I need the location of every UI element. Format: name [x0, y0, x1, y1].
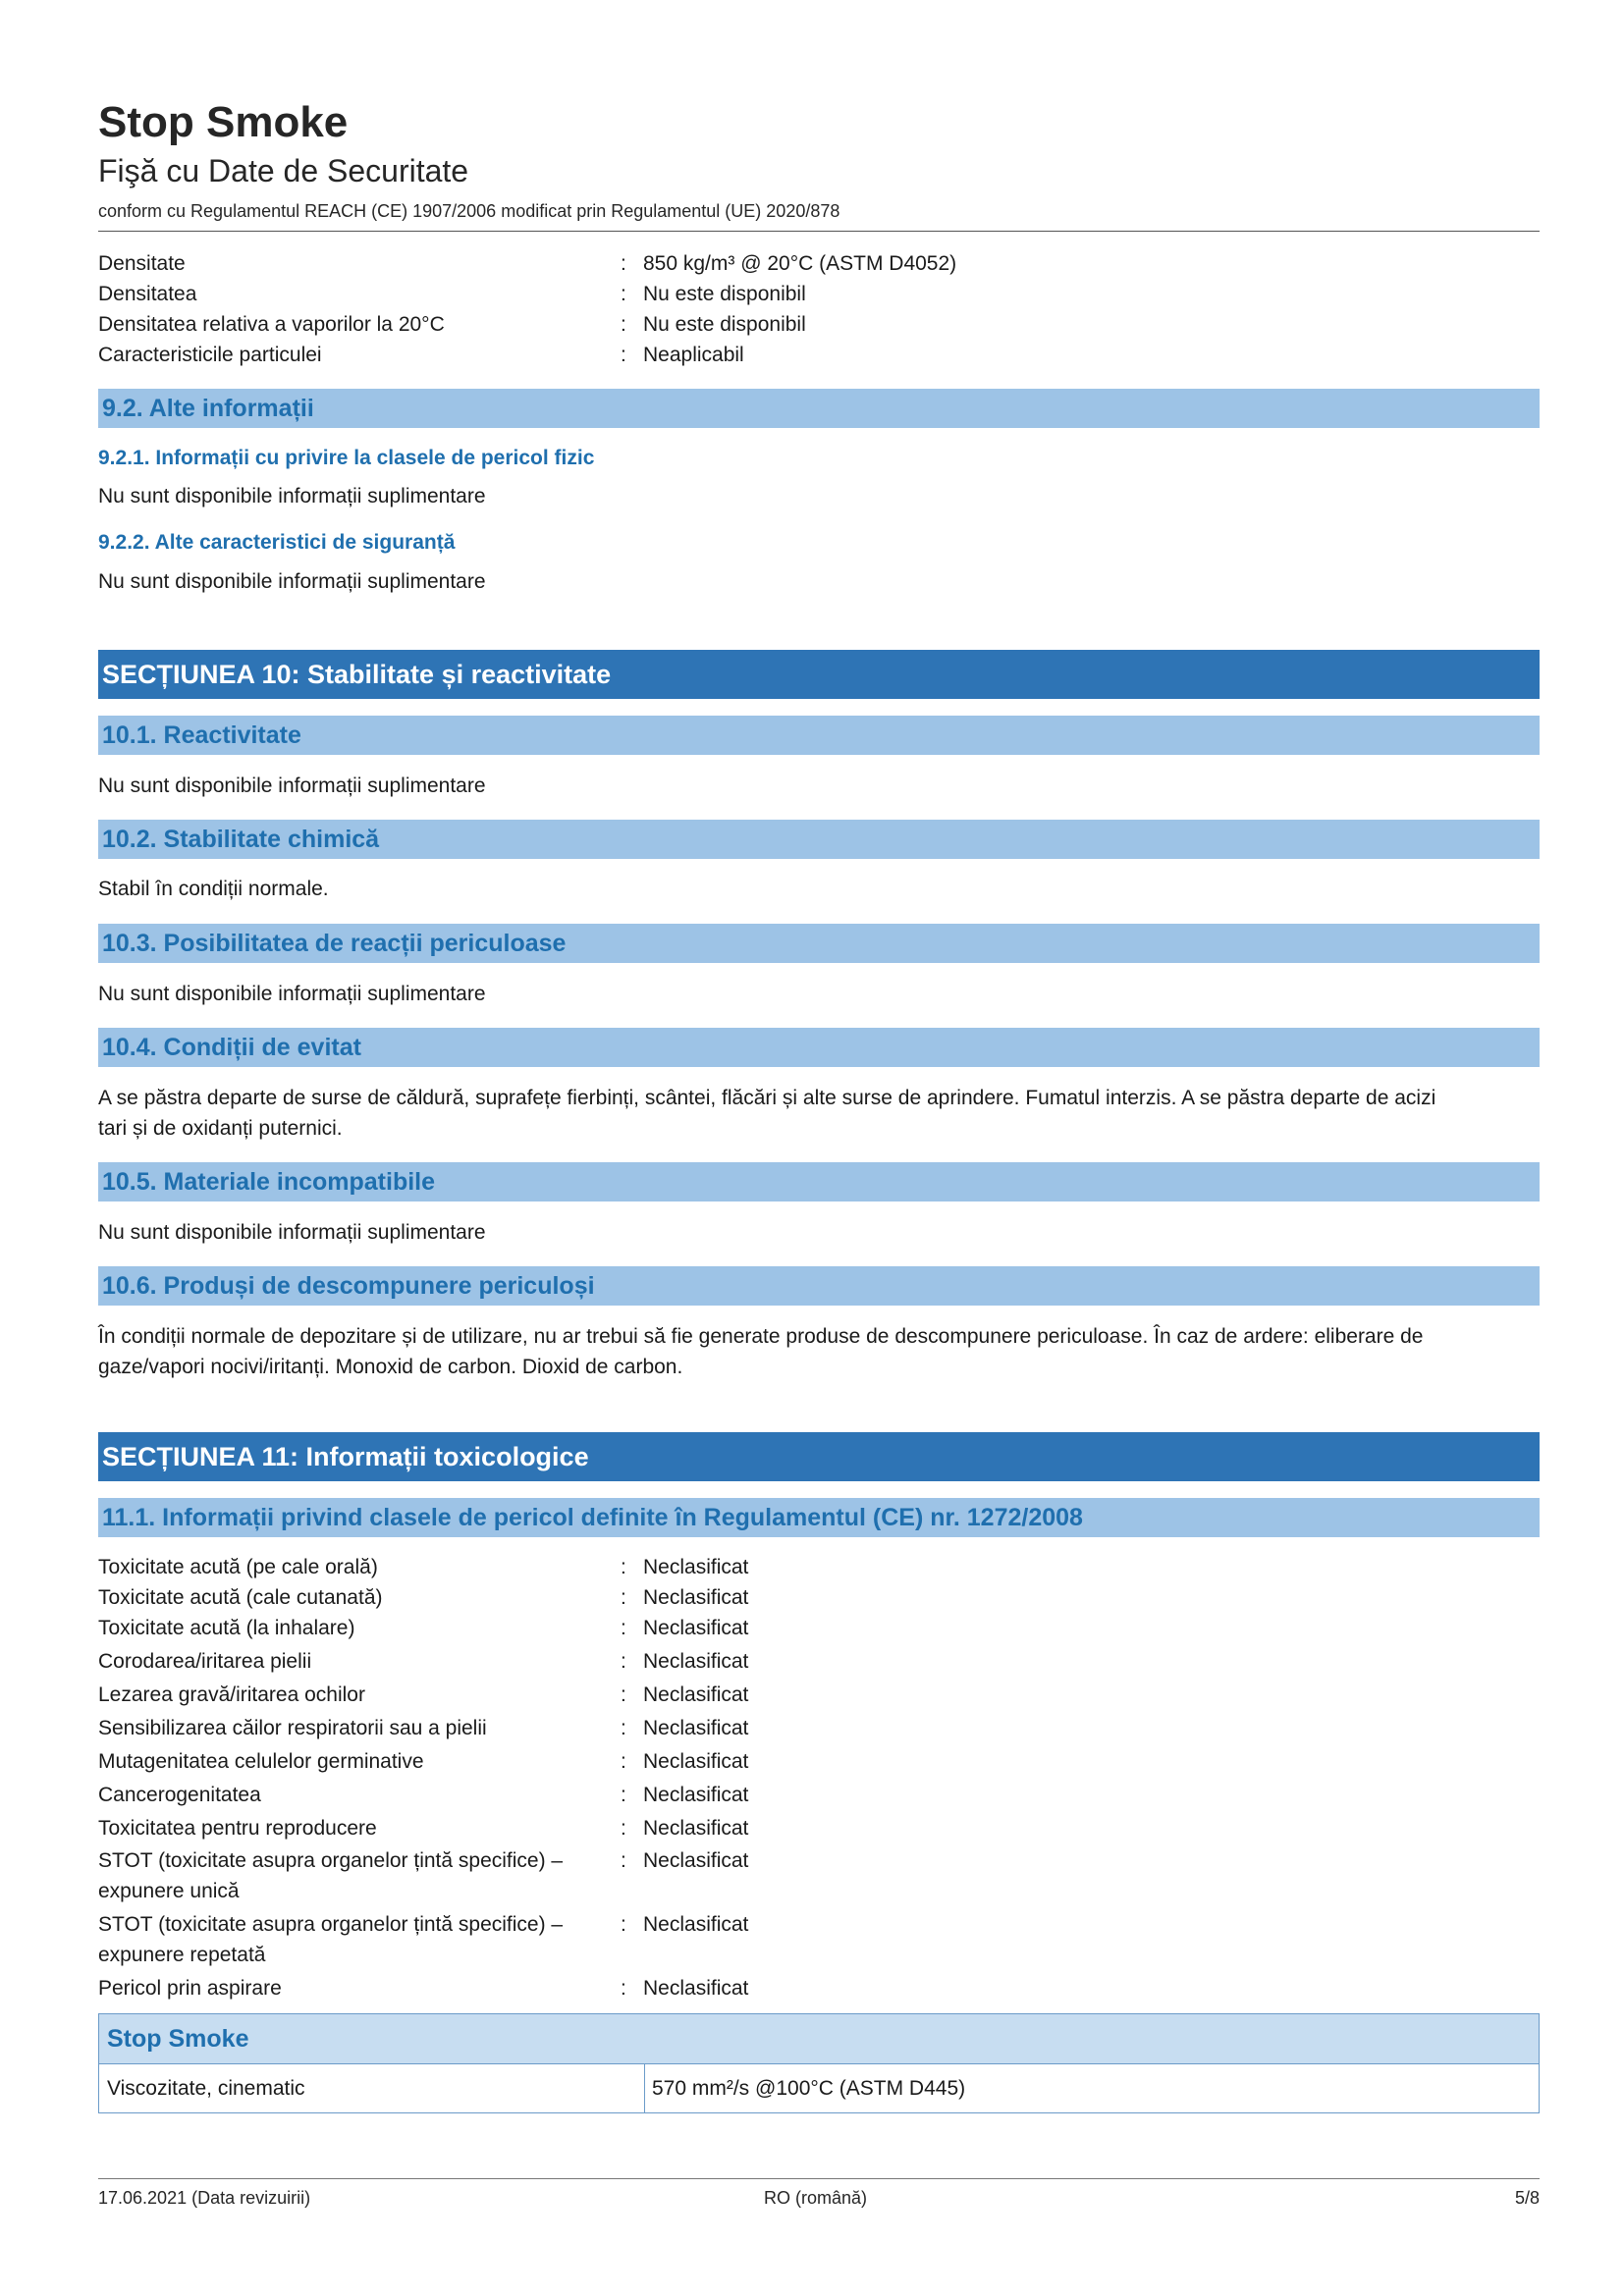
paragraph: Nu sunt disponibile informații suplimentare: [98, 774, 486, 797]
footer-divider: [98, 2178, 1540, 2179]
section-heading-11: SECȚIUNEA 11: Informații toxicologice: [98, 1432, 1540, 1481]
subsection-heading-9-2-1: 9.2.1. Informații cu privire la clasele de pericol fizic: [98, 447, 595, 469]
table-column-divider: [644, 2064, 645, 2112]
paragraph: Nu sunt disponibile informații suplimentare: [98, 485, 486, 507]
paragraph-line: tari și de oxidanți puternici.: [98, 1117, 343, 1140]
language-label: RO (română): [764, 2188, 868, 2208]
subsection-heading-10-4: 10.4. Condiții de evitat: [98, 1028, 1540, 1067]
table-row: [99, 2064, 1539, 2112]
paragraph: Nu sunt disponibile informații suplimentare: [98, 1221, 486, 1244]
regulation-line: conform cu Regulamentul REACH (CE) 1907/2006 modificat prin Regulamentul (UE) 2020/878: [98, 201, 840, 221]
table-header: Stop Smoke: [99, 2014, 1539, 2064]
subsection-heading-10-3: 10.3. Posibilitatea de reacții periculoase: [98, 924, 1540, 963]
paragraph-line: În condiții normale de depozitare și de utilizare, nu ar trebui să fie generate produse de descompunere periculoase. În caz de ardere: eliberare de: [98, 1325, 1424, 1348]
page-number: 5/8: [1514, 2188, 1540, 2208]
subsection-heading-10-6: 10.6. Produși de descompunere periculoși: [98, 1266, 1540, 1306]
subsection-heading-11-1: 11.1. Informații privind clasele de pericol definite în Regulamentul (CE) nr. 1272/2008: [98, 1498, 1540, 1537]
table-cell-value: 570 mm²/s @100°C (ASTM D445): [652, 2077, 966, 2100]
paragraph: Nu sunt disponibile informații suplimentare: [98, 570, 486, 593]
document-subtitle: Fişă cu Date de Securitate: [98, 153, 469, 188]
paragraph-line: gaze/vapori nocivi/iritanți. Monoxid de carbon. Dioxid de carbon.: [98, 1356, 683, 1378]
paragraph: Nu sunt disponibile informații suplimentare: [98, 983, 486, 1005]
subsection-heading-10-5: 10.5. Materiale incompatibile: [98, 1162, 1540, 1201]
subsection-heading-10-2: 10.2. Stabilitate chimică: [98, 820, 1540, 859]
subsection-heading-10-1: 10.1. Reactivitate: [98, 716, 1540, 755]
section-heading-10: SECȚIUNEA 10: Stabilitate și reactivitate: [98, 650, 1540, 699]
properties-table: [98, 2013, 1540, 2113]
revision-date: 17.06.2021 (Data revizuirii): [98, 2188, 311, 2208]
table-cell-label: Viscozitate, cinematic: [107, 2077, 305, 2100]
subsection-heading-9-2-2: 9.2.2. Alte caracteristici de siguranță: [98, 531, 456, 554]
document-title: Stop Smoke: [98, 98, 349, 146]
header-divider: [98, 231, 1540, 232]
paragraph: Stabil în condiții normale.: [98, 878, 329, 900]
paragraph-line: A se păstra departe de surse de căldură, suprafețe fierbinți, scântei, flăcări și alte surse de aprindere. Fumatul interzis. A se păstra departe de acizi: [98, 1087, 1436, 1109]
subsection-heading-9-2: 9.2. Alte informații: [98, 389, 1540, 428]
